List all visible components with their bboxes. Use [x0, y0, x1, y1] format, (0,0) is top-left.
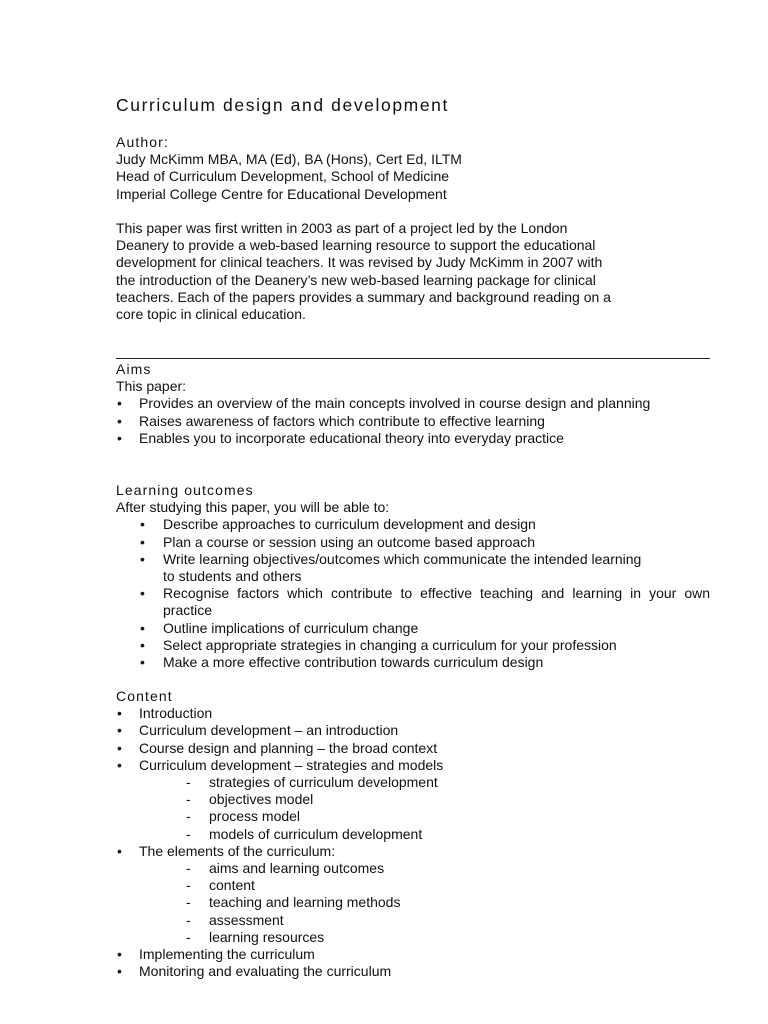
outcome-item: • Select appropriate strategies in changing a curriculum for your profession — [116, 637, 710, 654]
intro-paragraph — [116, 220, 710, 323]
content-list — [116, 705, 710, 774]
outcome-item: • Write learning objectives/outcomes which communicate the intended learning to students and others — [116, 551, 653, 585]
content-item: • Curriculum development – strategies and models — [116, 757, 710, 774]
aims-item: • Provides an overview of the main concepts involved in course design and planning — [116, 395, 661, 412]
aims-item: • Raises awareness of factors which contribute to effective learning — [116, 413, 710, 430]
content-item: • Monitoring and evaluating the curriculum — [116, 963, 710, 980]
outcome-item: • Plan a course or session using an outcome based approach — [116, 534, 710, 551]
content-subitem: - aims and learning outcomes — [116, 860, 710, 877]
content-subitem: - models of curriculum development — [116, 826, 710, 843]
section-divider — [116, 358, 710, 359]
content-heading: Content — [116, 688, 173, 704]
document-title: Curriculum design and development — [116, 95, 449, 115]
intro-line: development for clinical teachers. It was revised by Judy McKimm in 2007 with — [116, 254, 603, 271]
content-item: • Implementing the curriculum — [116, 946, 710, 963]
outcome-item: • Make a more effective contribution towards curriculum design — [116, 654, 710, 671]
learning-outcomes-list — [116, 516, 710, 671]
content-item: • The elements of the curriculum: — [116, 843, 710, 860]
content-subitem: - process model — [116, 808, 710, 825]
outcome-item: • Outline implications of curriculum change — [116, 620, 710, 637]
content-subitem: - objectives model — [116, 791, 710, 808]
intro-line: core topic in clinical education. — [116, 306, 306, 323]
outcome-item: • Recognise factors which contribute to effective teaching and learning in your own practice — [116, 585, 710, 619]
author-line: Judy McKimm MBA, MA (Ed), BA (Hons), Cert Ed, ILTM — [116, 151, 462, 168]
intro-line: teachers. Each of the papers provides a summary and background reading on a — [116, 288, 611, 305]
author-label: Author: — [116, 134, 169, 150]
content-subitem: - teaching and learning methods — [116, 894, 710, 911]
content-list-tail — [116, 946, 710, 980]
content-item: • Introduction — [116, 705, 710, 722]
content-section — [116, 688, 710, 980]
learning-outcomes-lead: After studying this paper, you will be able to: — [116, 499, 390, 516]
content-subitem: - content — [116, 877, 710, 894]
aims-list — [116, 395, 710, 447]
aims-item: • Enables you to incorporate educational theory into everyday practice — [116, 430, 710, 447]
content-subitem: - assessment — [116, 912, 710, 929]
author-line: Imperial College Centre for Educational Development — [116, 185, 447, 202]
content-sublist-elements — [116, 860, 710, 946]
intro-line: This paper was first written in 2003 as part of a project led by the London — [116, 220, 568, 236]
learning-outcomes-heading: Learning outcomes — [116, 482, 254, 498]
content-sublist-models — [116, 774, 710, 843]
aims-section — [116, 361, 710, 447]
content-item: • Course design and planning – the broad context — [116, 740, 710, 757]
content-list-elements — [116, 843, 710, 860]
aims-heading: Aims — [116, 361, 152, 377]
content-subitem: - strategies of curriculum development — [116, 774, 710, 791]
intro-line: Deanery to provide a web-based learning resource to support the educational — [116, 237, 596, 254]
author-block — [116, 134, 710, 203]
learning-outcomes-section — [116, 482, 710, 671]
intro-line: the introduction of the Deanery’s new web-based learning package for clinical — [116, 271, 596, 288]
content-item: • Curriculum development – an introduction — [116, 722, 710, 739]
content-subitem: - learning resources — [116, 929, 710, 946]
outcome-item: • Describe approaches to curriculum development and design — [116, 516, 710, 533]
author-line: Head of Curriculum Development, School of Medicine — [116, 168, 450, 185]
aims-lead: This paper: — [116, 378, 187, 395]
